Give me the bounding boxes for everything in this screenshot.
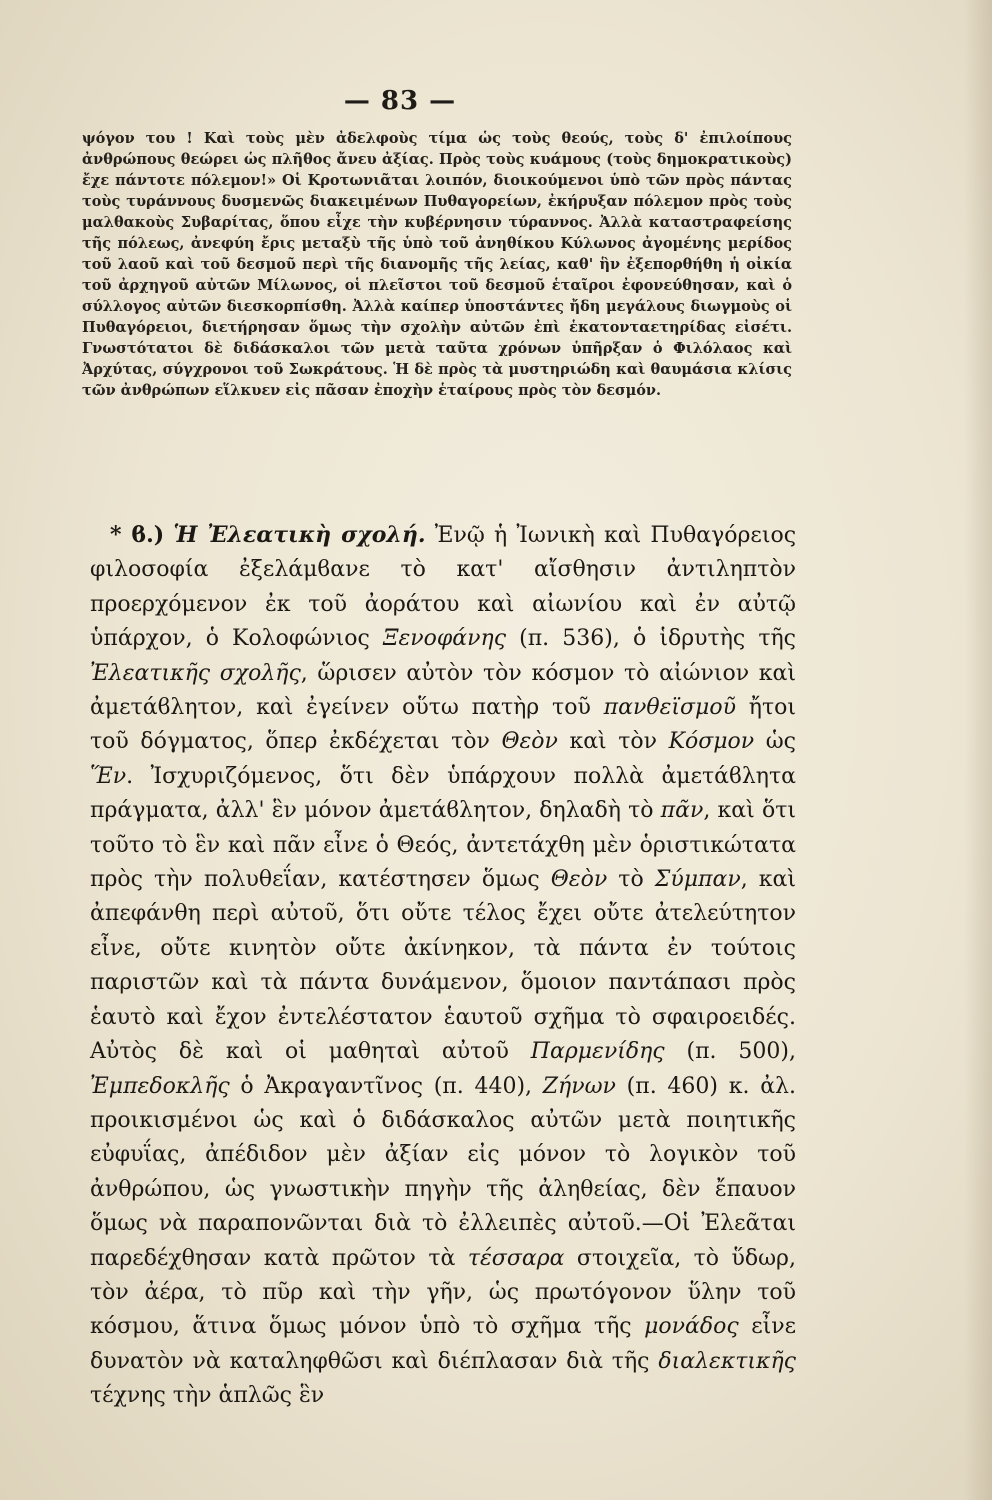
term-dialectic: διαλεκτικῆς [658,1348,796,1374]
text-run: καὶ τὸν [557,729,669,755]
text-run: στοιχεῖα, τὸ ὕδωρ, τὸν ἀέρα, τὸ πῦρ καὶ τὴν γῆν, ὡς πρωτόγονον ὕλην τοῦ κόσμου, ἅτινα ὅμως μόνον ὑπὸ τὸ σχῆμα τῆς [90,1245,796,1340]
name-parmenides: Παρμενίδης [530,1039,665,1065]
text-run: τέχνης τὴν ἁπλῶς ἓν [90,1383,325,1409]
text-run: (π. 500), [664,1039,796,1065]
text-run: , καὶ ἀπεφάνθη περὶ αὐτοῦ, ὅτι οὔτε τέλος ἔχει οὔτε ἀτελεύτητον εἶνε, οὔτε κινητὸν οὔτε ἀκίνηκον, τὰ πάντα ἐν τούτοις παριστῶν καὶ τὰ πάντα δυνάμενον, ὅμοιον παντάπασι πρὸς ἑαυτὸ καὶ ἔχον ἐντελέστατον ἑαυτοῦ σχῆμα τὸ σφαιροειδές. Αὐτὸς δὲ καὶ οἱ μαθηταὶ αὐτοῦ [90,867,797,1065]
footnote-block [82,128,792,401]
term-pan: πᾶν [660,798,704,824]
text-run: τὸ [607,867,655,893]
section-marker: * ϐ.) [110,522,165,548]
section-title: Ἡ Ἐλεατικὴ σχολή. [173,522,426,548]
main-text [90,518,796,1414]
text-run: , ὥρισεν αὐτὸν τὸν κόσμον τὸ αἰώνιον καὶ ἀμετάϐλητον, καὶ ἐγείνεν οὕτω πατὴρ τοῦ [90,660,796,721]
text-run: ὡς [754,729,796,755]
text-run: Ἐνῷ ἡ Ἰωνικὴ καὶ Πυθαγόρειος φιλοσοφία ἐξελάμϐανε τὸ κατ' αἴσθησιν ἀντιληπτὸν προερχόμενον ἐκ τοῦ ἀοράτου καὶ αἰωνίου καὶ ἐν αὐτῷ ὑπάρχον, ὁ Κολοφώνιος [90,523,797,652]
name-empedocles: Ἐμπεδοκλῆς [90,1073,230,1099]
text-run: . Ἰσχυριζόμενος, ὅτι δὲν ὑπάρχουν πολλὰ ἀμετάϐλητα πράγματα, ἀλλ' ἓν μόνον ἀμετάϐλητον, δηλαδὴ τὸ [90,763,796,824]
term-tessara: τέσσαρα [467,1245,565,1271]
term-sympan: Σύμπαν [654,867,741,893]
text-run: , καὶ ὅτι τοῦτο τὸ ἓν καὶ πᾶν εἶνε ὁ Θεός, ἀντετάχθη μὲν ὁριστικώτατα πρὸς τὴν πολυθεΐαν, κατέστησεν ὅμως [90,798,796,893]
page-edge-shadow [964,0,992,1500]
text-run: ἤτοι τοῦ δόγματος, ὅπερ ἐκδέχεται τὸν [90,695,796,755]
text-run: (π. 536), ὁ ἱδρυτὴς τῆς [506,626,796,652]
section-paragraph [90,518,796,1414]
footnote-paragraph: ψόγον του ! Καὶ τοὺς μὲν ἀδελφοὺς τίμα ὡς τοὺς θεούς, τοὺς δ' ἐπιλοίπους ἀνθρώπους θεώρει ὡς πλῆθος ἄνευ ἀξίας. Πρὸς τοὺς κυάμους (τοὺς δημοκρατικοὺς) ἔχε πάντοτε πόλεμον!» Οἱ Κροτωνιᾶται λοιπόν, διοικούμενοι ὑπὸ τῶν πρὸς πάντας τοὺς τυράννους δυσμενῶς διακειμένων Πυθαγορείων, ἐκήρυξαν πόλεμον πρὸς τοὺς μαλθακοὺς Συβαρίτας, ὅπου εἶχε τὴν κυβέρνησιν τύραννος. Ἀλλὰ καταστραφείσης τῆς πόλεως, ἀνεφύη ἔρις μεταξὺ τῆς ὑπὸ τοῦ ἀνηθίκου Κύλωνος ἀγομένης μερίδος τοῦ λαοῦ καὶ τοῦ δεσμοῦ περὶ τῆς διανομῆς τῆς λείας, καθ' ἣν ἐξεπορθήθη ἡ οἰκία τοῦ ἀρχηγοῦ αὐτῶν Μίλωνος, οἱ πλεῖστοι τοῦ δεσμοῦ ἑταῖροι ἐφονεύθησαν, καὶ ὁ σύλλογος αὐτῶν διεσκορπίσθη. Ἀλλὰ καίπερ ὑποστάντες ἤδη μεγάλους διωγμοὺς οἱ Πυθαγόρειοι, διετήρησαν ὅμως τὴν σχολὴν αὐτῶν ἐπὶ ἑκατονταετηρίδας εἰσέτι. Γνωστότατοι δὲ διδάσκαλοι τῶν μετὰ ταῦτα χρόνων ὑπῆρξαν ὁ Φιλόλαος καὶ Ἀρχύτας, σύγχρονοι τοῦ Σωκράτους. Ἡ δὲ πρὸς τὰ μυστηριώδη καὶ θαυμάσια κλίσις τῶν ἀνθρώπων εἵλκυεν εἰς πᾶσαν ἐποχὴν ἑταίρους πρὸς τὸν δεσμόν. [82,130,792,399]
term-pantheism: πανθεϊσμοῦ [603,695,736,721]
text-run: εἶνε δυνατὸν νὰ καταληφθῶσι καὶ διέπλασαν διὰ τῆς [90,1314,796,1374]
name-xenophanes: Ξενοφάνης [382,626,507,652]
term-theon-2: Θεὸν [550,867,608,893]
school-name: Ἐλεατικῆς σχολῆς [90,660,301,686]
text-run: ὁ Ἀκραγαντῖνος (π. 440), [229,1073,543,1099]
term-kosmon: Κόσμον [668,729,755,755]
page-number: — 83 — [343,86,457,116]
term-hen: Ἕν [90,763,127,789]
term-theon: Θεὸν [501,729,558,755]
term-monados: μονάδος [644,1314,739,1340]
text-run: (π. 460) κ. ἀλ. προικισμένοι ὡς καὶ ὁ διδάσκαλος αὐτῶν μετὰ ποιητικῆς εὐφυΐας, ἀπέδιδον μὲν ἀξίαν εἰς μόνον τὸ λογικὸν τοῦ ἀνθρώπου, ὡς γνωστικὴν πηγὴν τῆς ἀληθείας, δὲν ἔπαυον ὅμως νὰ παραπονῶνται διὰ τὸ ἐλλειπὲς αὐτοῦ.—Οἱ Ἐλεᾶται παρεδέχθησαν κατὰ πρῶτον τὰ [90,1073,796,1271]
name-zenon: Ζήνων [542,1073,616,1099]
